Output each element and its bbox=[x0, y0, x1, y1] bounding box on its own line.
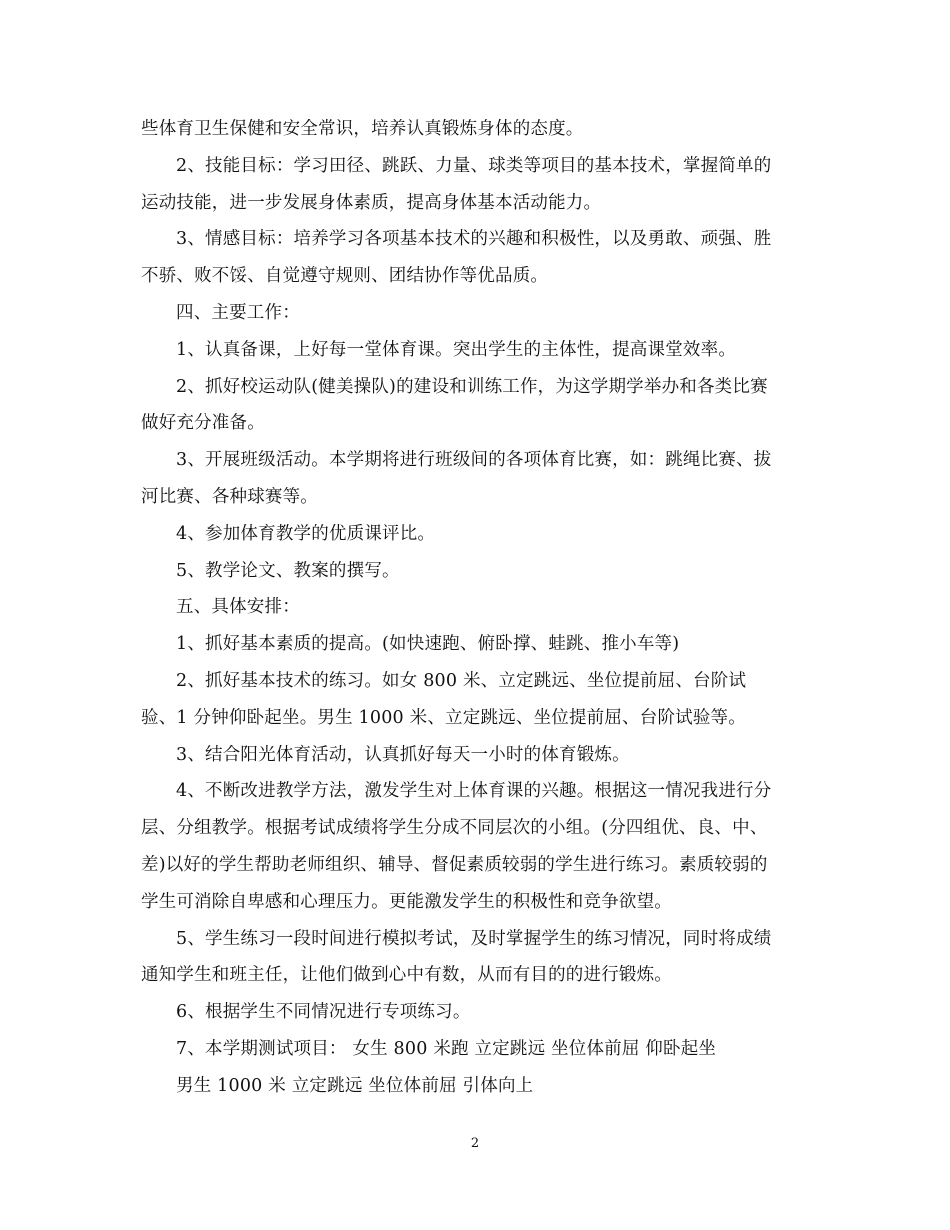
text-line: 5、学生练习一段时间进行模拟考试，及时掌握学生的练习情况，同时将成绩 bbox=[176, 928, 772, 949]
text-line: 2、抓好校运动队(健美操队)的建设和训练工作，为这学期学举办和各类比赛 bbox=[176, 376, 768, 397]
body-text bbox=[141, 111, 816, 1105]
text-line: 差)以好的学生帮助老师组织、辅导、督促素质较弱的学生进行练习。素质较弱的 bbox=[141, 854, 768, 875]
text-line: 学生可消除自卑感和心理压力。更能激发学生的积极性和竞争欲望。 bbox=[141, 891, 672, 912]
text-line: 6、根据学生不同情况进行专项练习。 bbox=[176, 1002, 471, 1023]
text-line: 运动技能，进一步发展身体素质，提高身体基本活动能力。 bbox=[141, 192, 602, 213]
text-line: 3、开展班级活动。本学期将进行班级间的各项体育比赛，如：跳绳比赛、拔 bbox=[176, 450, 772, 471]
text-line: 些体育卫生保健和安全常识，培养认真锻炼身体的态度。 bbox=[141, 119, 584, 139]
text-line: 男生 1000 米 立定跳远 坐位体前屈 引体向上 bbox=[176, 1075, 534, 1096]
text-line: 不骄、败不馁、自觉遵守规则、团结协作等优品质。 bbox=[141, 266, 549, 287]
text-line: 1、认真备课，上好每一堂体育课。突出学生的主体性，提高课堂效率。 bbox=[176, 339, 737, 360]
text-line: 5、教学论文、教案的撰写。 bbox=[176, 560, 400, 581]
text-line: 验、1 分钟仰卧起坐。男生 1000 米、立定跳远、坐位提前屈、台阶试验等。 bbox=[141, 707, 746, 728]
text-line: 四、主要工作： bbox=[176, 302, 300, 323]
text-line: 2、抓好基本技术的练习。如女 800 米、立定跳远、坐位提前屈、台阶试 bbox=[176, 670, 747, 691]
text-line: 2、技能目标：学习田径、跳跃、力量、球类等项目的基本技术，掌握简单的 bbox=[176, 155, 772, 176]
text-line: 7、本学期测试项目： 女生 800 米跑 立定跳远 坐位体前屈 仰卧起坐 bbox=[176, 1038, 717, 1059]
text-line: 3、情感目标：培养学习各项基本技术的兴趣和积极性，以及勇敢、顽强、胜 bbox=[176, 229, 772, 250]
text-line: 3、结合阳光体育活动，认真抓好每天一小时的体育锻炼。 bbox=[176, 744, 630, 765]
text-line: 层、分组教学。根据考试成绩将学生分成不同层次的小组。(分四组优、良、中、 bbox=[141, 818, 768, 839]
text-line: 通知学生和班主任，让他们做到心中有数，从而有目的的进行锻炼。 bbox=[141, 965, 672, 986]
text-line: 做好充分准备。 bbox=[141, 413, 265, 434]
text-line: 4、参加体育教学的优质课评比。 bbox=[176, 523, 436, 544]
text-line: 五、具体安排： bbox=[176, 597, 300, 618]
text-line: 4、不断改进教学方法，激发学生对上体育课的兴趣。根据这一情况我进行分 bbox=[176, 781, 772, 802]
text-line: 1、抓好基本素质的提高。(如快速跑、俯卧撑、蛙跳、推小车等) bbox=[176, 634, 680, 655]
text-line: 河比赛、各种球赛等。 bbox=[141, 486, 318, 507]
page-number: 2 bbox=[470, 1136, 480, 1151]
